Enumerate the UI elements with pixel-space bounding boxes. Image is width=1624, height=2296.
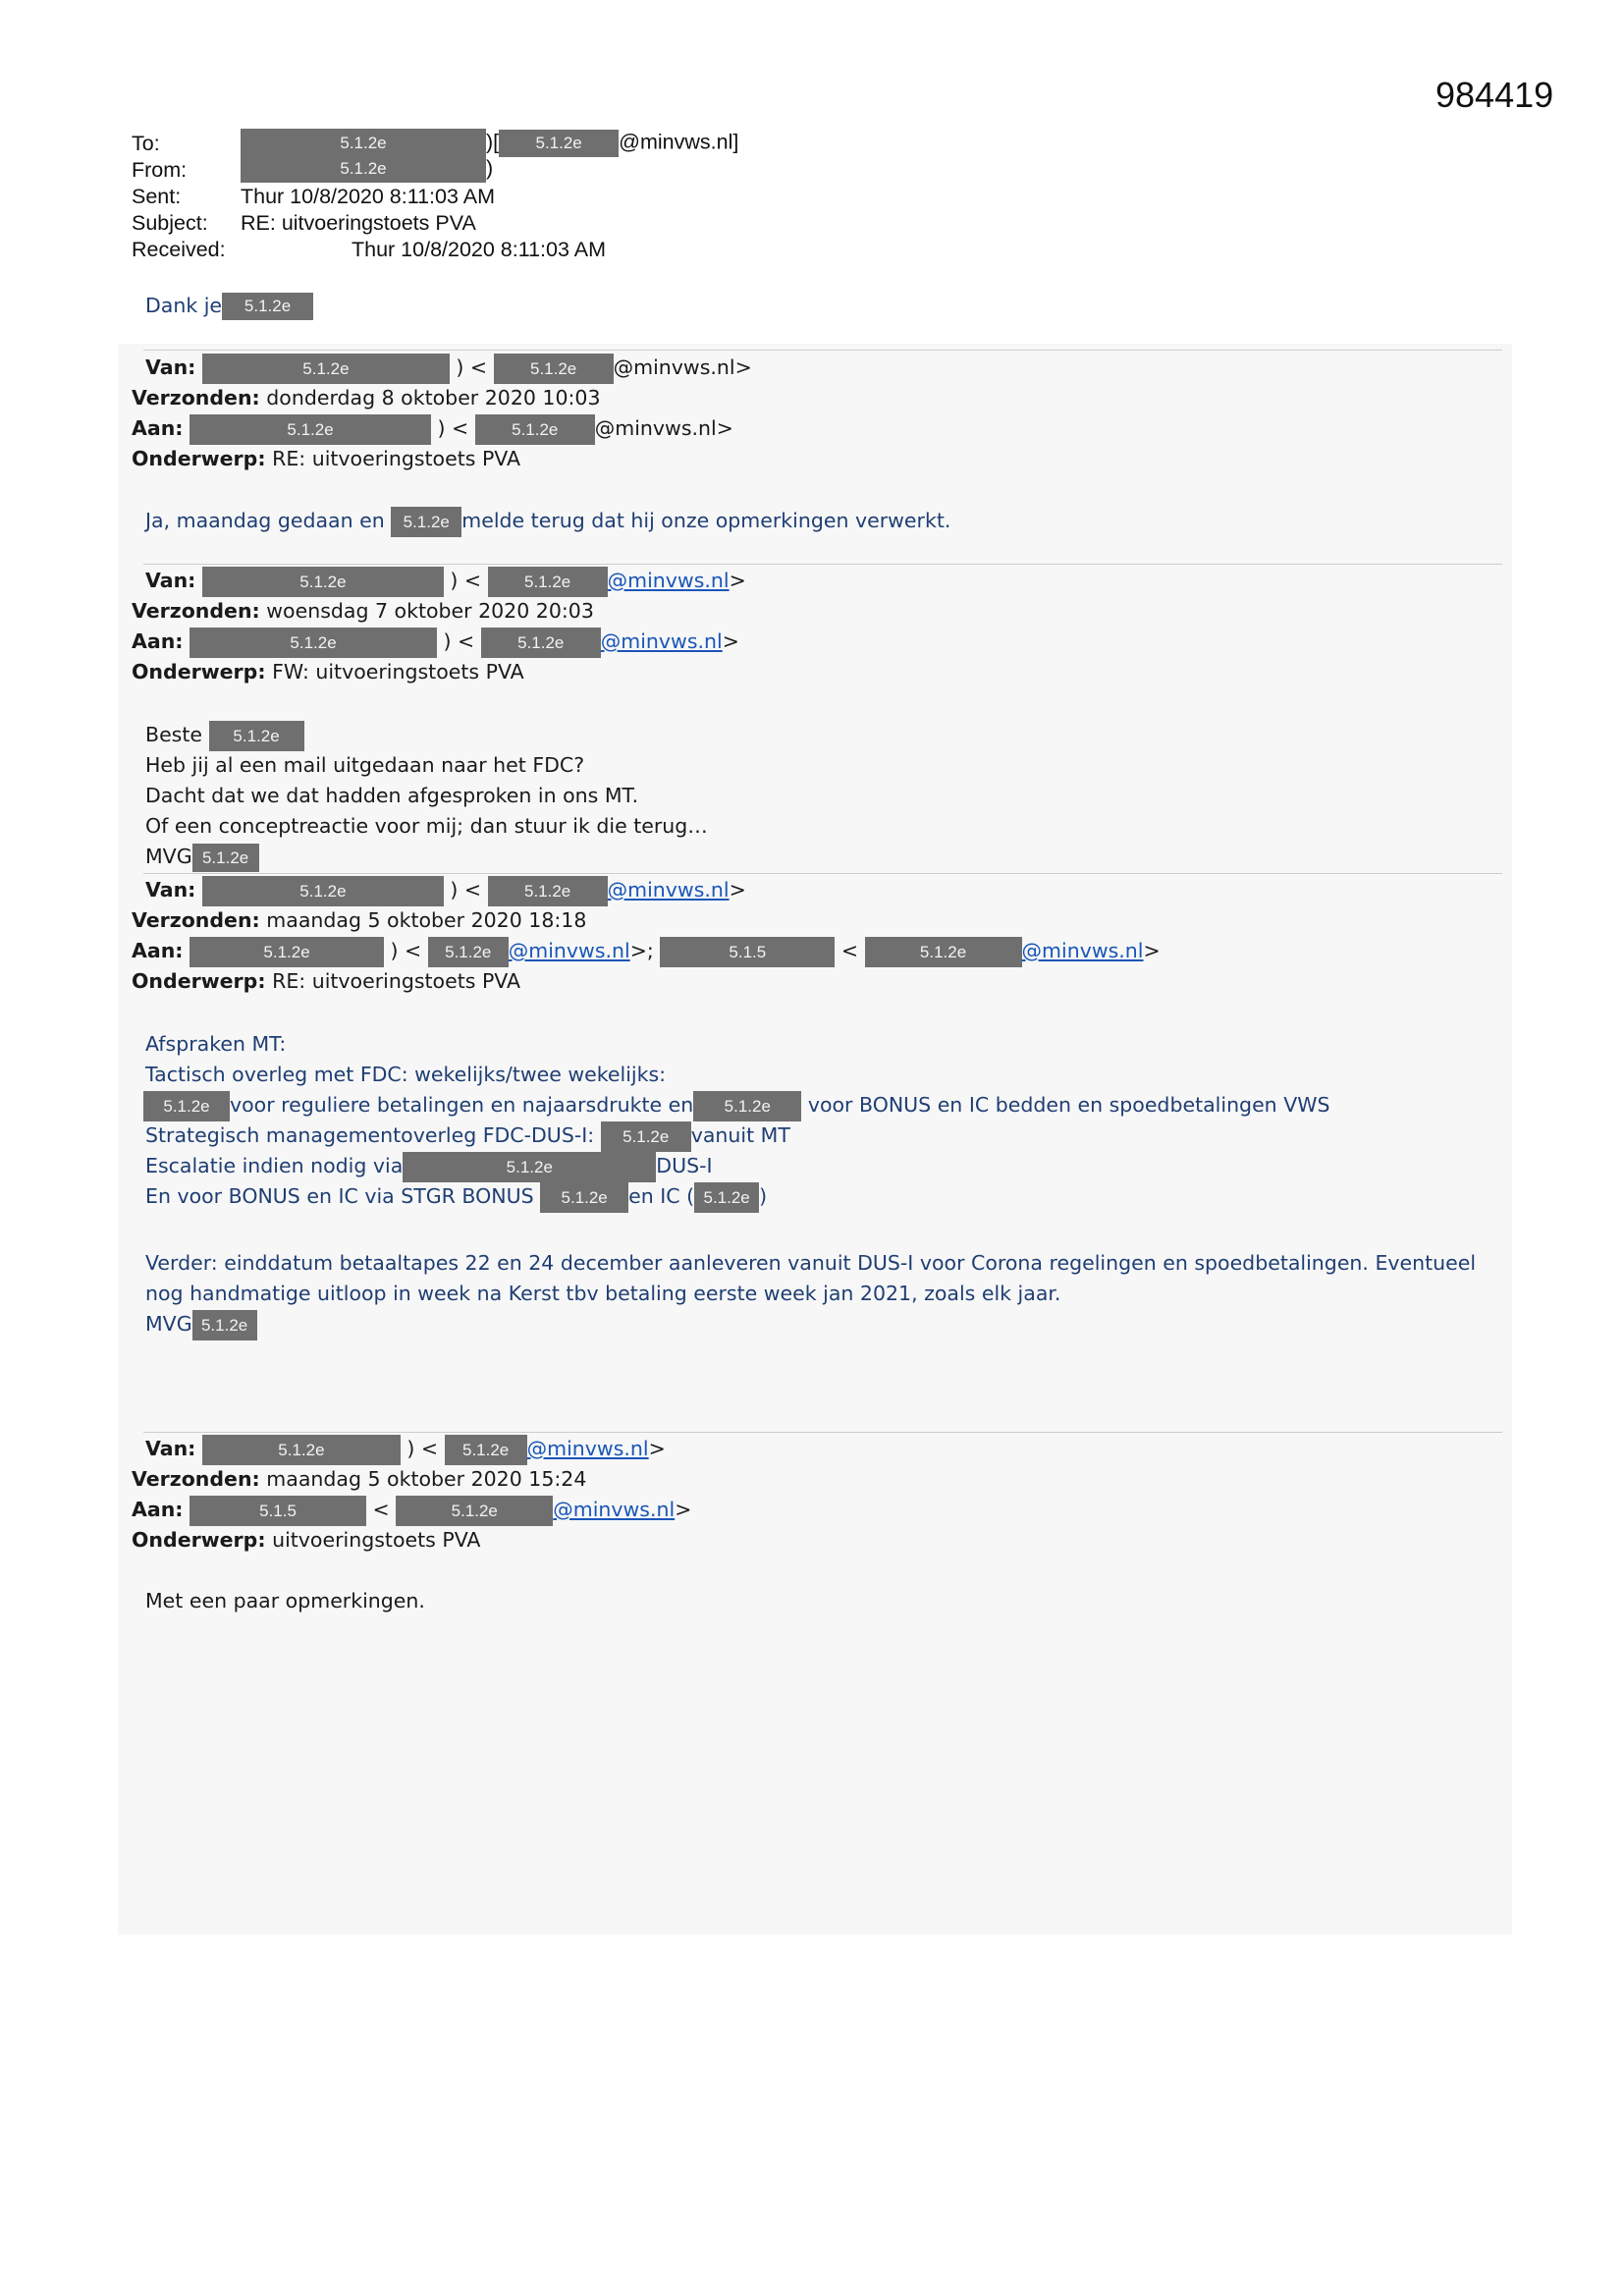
msg2-onderwerp: Onderwerp: FW: uitvoeringstoets PVA — [132, 660, 524, 683]
redaction: 5.1.2e — [241, 129, 486, 158]
msg4-body: Met een paar opmerkingen. — [145, 1589, 425, 1613]
redaction: 5.1.2e — [189, 937, 384, 967]
reply-body: Dank je 5.1.2e — [145, 291, 313, 321]
redaction: 5.1.2e — [693, 1091, 801, 1121]
redaction: 5.1.2e — [202, 567, 444, 597]
divider — [143, 873, 1502, 874]
msg3-aan: Aan: 5.1.2e ) < 5.1.2e @minvws.nl>; 5.1.5 < 5.1.2e @minvws.nl> — [132, 936, 1161, 967]
email-link[interactable]: @minvws.nl — [508, 939, 630, 962]
header-received-label: Received: — [132, 238, 226, 261]
redaction: 5.1.5 — [660, 937, 835, 967]
msg3-verder-line: nog handmatige uitloop in week na Kerst tbv betaling eerste week jan 2021, zoals elk jaar. — [145, 1282, 1061, 1305]
msg3-bonus: En voor BONUS en IC via STGR BONUS 5.1.2e en IC ( 5.1.2e ) — [145, 1181, 767, 1213]
msg2-van: Van: 5.1.2e ) < 5.1.2e @minvws.nl> — [145, 566, 746, 597]
email-link[interactable]: @minvws.nl — [526, 1437, 649, 1460]
msg3-van: Van: 5.1.2e ) < 5.1.2e @minvws.nl> — [145, 875, 746, 906]
msg2-verzonden: Verzonden: woensdag 7 oktober 2020 20:03 — [132, 599, 594, 623]
msg3-escalatie: Escalatie indien nodig via 5.1.2e DUS-I — [145, 1151, 713, 1182]
redaction: 5.1.2e — [189, 414, 431, 445]
msg3-onderwerp: Onderwerp: RE: uitvoeringstoets PVA — [132, 969, 521, 993]
redaction: 5.1.2e — [403, 1152, 656, 1182]
divider — [143, 350, 1502, 351]
email-link[interactable]: @minvws.nl — [607, 569, 730, 592]
email-link[interactable]: @minvws.nl — [553, 1498, 676, 1521]
document-number: 984419 — [1435, 75, 1554, 115]
divider — [143, 1432, 1502, 1433]
email-link[interactable]: @minvws.nl — [1021, 939, 1144, 962]
header-received-value: Thur 10/8/2020 8:11:03 AM — [352, 238, 606, 261]
msg3-signoff: MVG 5.1.2e — [145, 1309, 257, 1340]
msg1-aan: Aan: 5.1.2e ) < 5.1.2e @minvws.nl> — [132, 413, 733, 445]
msg2-line: Dacht dat we dat hadden afgesproken in ons MT. — [145, 784, 639, 807]
redaction: 5.1.2e — [540, 1182, 628, 1213]
msg3-intro: Afspraken MT: — [145, 1032, 287, 1056]
redaction: 5.1.2e — [694, 1182, 759, 1213]
msg4-van: Van: 5.1.2e ) < 5.1.2e @minvws.nl> — [145, 1434, 666, 1465]
header-sent-value: Thur 10/8/2020 8:11:03 AM — [241, 185, 495, 208]
redaction: 5.1.2e — [488, 567, 608, 597]
header-from-value: 5.1.2e ) — [241, 155, 493, 183]
header-from-label: From: — [132, 158, 188, 182]
redaction: 5.1.2e — [241, 155, 486, 183]
redaction: 5.1.5 — [189, 1496, 366, 1526]
redaction: 5.1.2e — [865, 937, 1022, 967]
header-to-label: To: — [132, 132, 160, 155]
msg2-greeting: Beste 5.1.2e — [145, 720, 304, 751]
msg2-line: Heb jij al een mail uitgedaan naar het FDC? — [145, 753, 585, 777]
redaction: 5.1.2e — [499, 130, 619, 157]
msg4-aan: Aan: 5.1.5 < 5.1.2e @minvws.nl> — [132, 1495, 691, 1526]
msg3-regulier: 5.1.2e voor reguliere betalingen en najaarsdrukte en 5.1.2e voor BONUS en IC bedden en spoedbetalingen VWS — [143, 1090, 1330, 1121]
msg4-onderwerp: Onderwerp: uitvoeringstoets PVA — [132, 1528, 481, 1552]
msg2-aan: Aan: 5.1.2e ) < 5.1.2e @minvws.nl> — [132, 627, 739, 658]
header-subject-label: Subject: — [132, 211, 208, 235]
redaction: 5.1.2e — [192, 1310, 257, 1340]
email-link[interactable]: @minvws.nl — [607, 878, 730, 902]
redaction: 5.1.2e — [601, 1121, 691, 1152]
redaction: 5.1.2e — [445, 1435, 527, 1465]
redaction: 5.1.2e — [222, 293, 313, 320]
msg3-strategisch: Strategisch managementoverleg FDC-DUS-I: 5.1.2e vanuit MT — [145, 1121, 790, 1152]
msg1-van: Van: 5.1.2e ) < 5.1.2e @minvws.nl> — [145, 353, 752, 384]
redaction: 5.1.2e — [494, 354, 614, 384]
msg4-verzonden: Verzonden: maandag 5 oktober 2020 15:24 — [132, 1467, 587, 1491]
email-link[interactable]: @minvws.nl — [600, 629, 723, 653]
redaction: 5.1.2e — [428, 937, 509, 967]
redaction: 5.1.2e — [189, 628, 437, 658]
redaction: 5.1.2e — [488, 876, 608, 906]
msg1-onderwerp: Onderwerp: RE: uitvoeringstoets PVA — [132, 447, 521, 470]
header-to-value: 5.1.2e )[ 5.1.2e @minvws.nl] — [241, 129, 738, 158]
msg3-verzonden: Verzonden: maandag 5 oktober 2020 18:18 — [132, 908, 587, 932]
redaction: 5.1.2e — [192, 844, 259, 872]
redaction: 5.1.2e — [202, 876, 444, 906]
redaction: 5.1.2e — [475, 414, 595, 445]
msg2-line: Of een conceptreactie voor mij; dan stuur ik die terug… — [145, 814, 708, 838]
msg3-tactisch: Tactisch overleg met FDC: wekelijks/twee wekelijks: — [145, 1063, 667, 1086]
redaction: 5.1.2e — [202, 1435, 401, 1465]
msg3-verder-line: Verder: einddatum betaaltapes 22 en 24 december aanleveren vanuit DUS-I voor Corona regelingen en spoedbetalingen. Eventueel — [145, 1251, 1477, 1275]
redaction: 5.1.2e — [143, 1091, 230, 1121]
msg2-signoff: MVG 5.1.2e — [145, 842, 259, 872]
redaction: 5.1.2e — [202, 354, 450, 384]
header-subject-value: RE: uitvoeringstoets PVA — [241, 211, 476, 235]
redaction: 5.1.2e — [396, 1496, 553, 1526]
header-sent-label: Sent: — [132, 185, 182, 208]
msg1-verzonden: Verzonden: donderdag 8 oktober 2020 10:03 — [132, 386, 601, 410]
redaction: 5.1.2e — [209, 721, 304, 751]
divider — [143, 564, 1502, 565]
msg1-body: Ja, maandag gedaan en 5.1.2e melde terug dat hij onze opmerkingen verwerkt. — [145, 506, 950, 537]
redaction: 5.1.2e — [391, 507, 461, 537]
redaction: 5.1.2e — [481, 628, 601, 658]
